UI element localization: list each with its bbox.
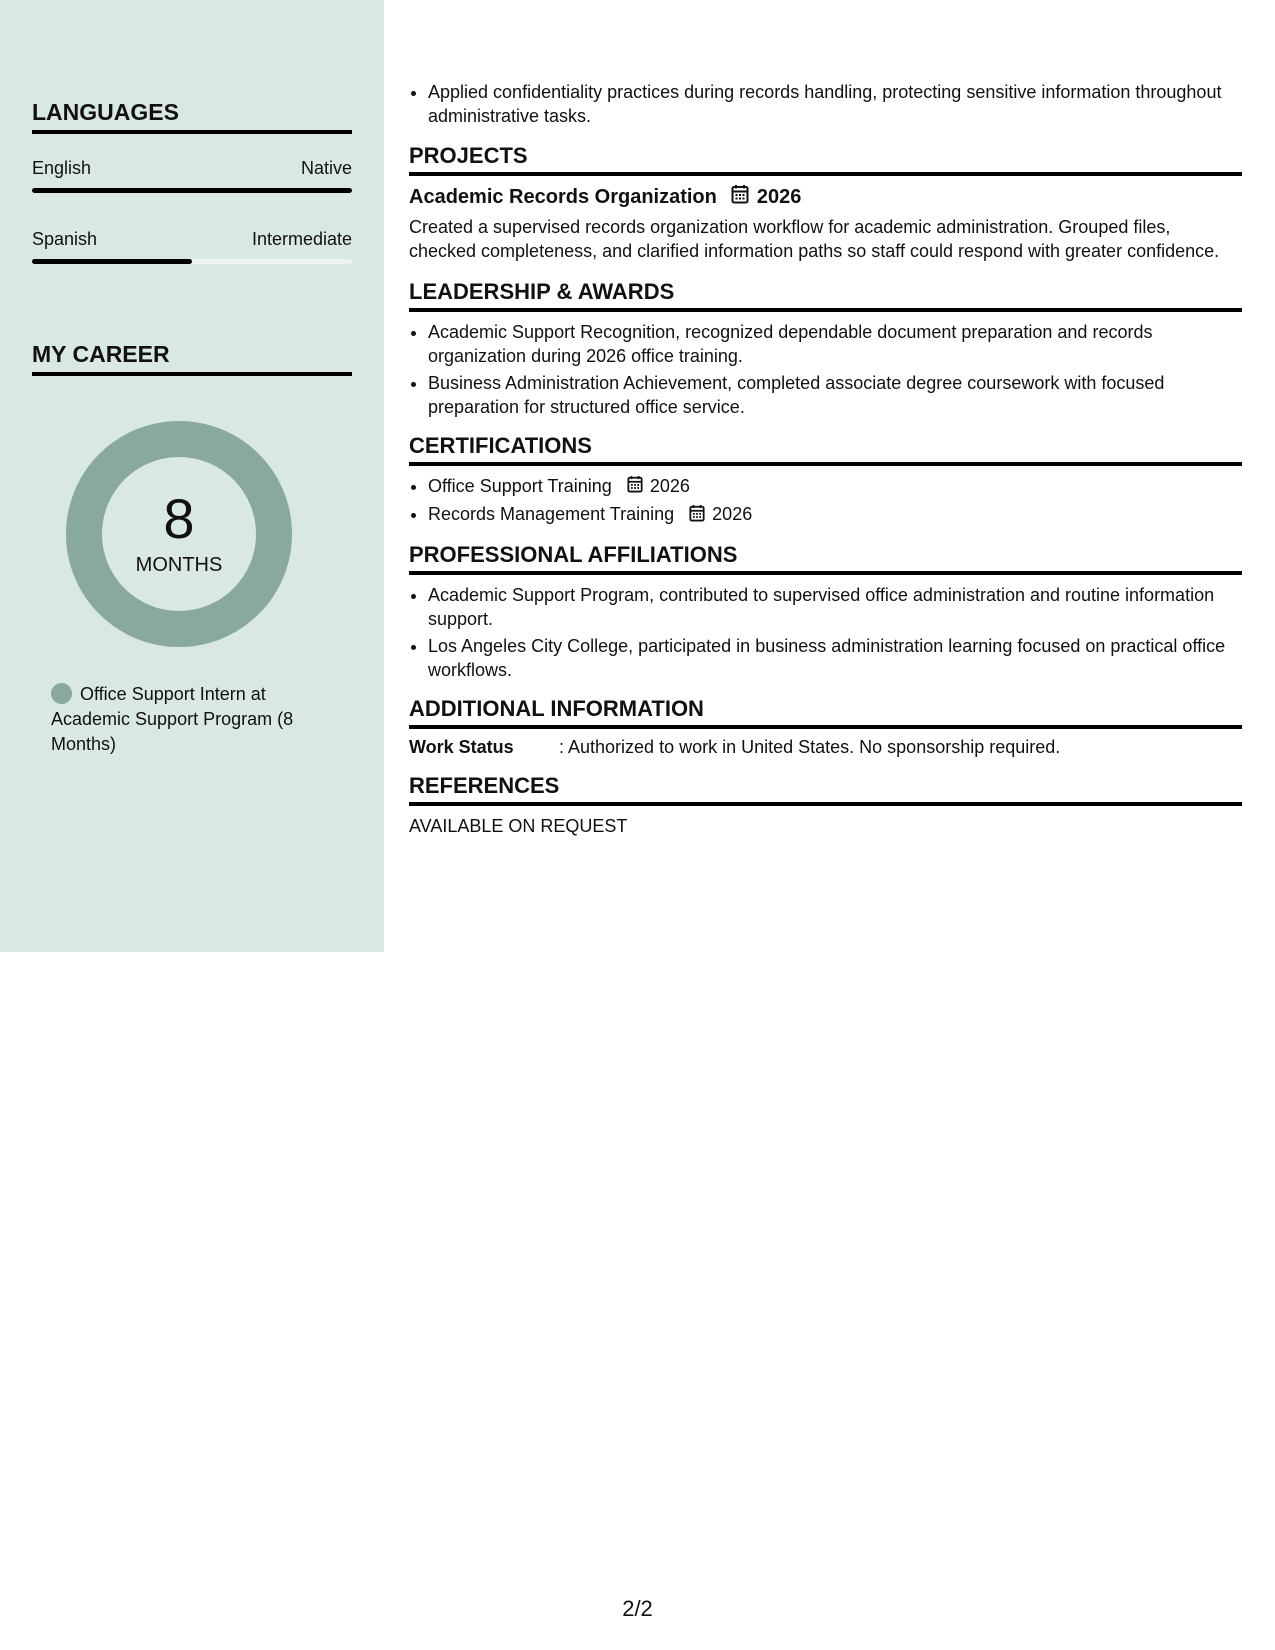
affiliations-list xyxy=(409,583,1242,682)
work-status-value: : Authorized to work in United States. No sponsorship required. xyxy=(559,736,1061,757)
career-heading: MY CAREER xyxy=(32,341,352,376)
page-number: 2/2 xyxy=(622,1596,653,1621)
references-section xyxy=(409,773,1242,838)
calendar-icon xyxy=(689,504,705,528)
list-item xyxy=(428,502,1242,527)
experience-bullets xyxy=(409,80,1242,128)
references-text: AVAILABLE ON REQUEST xyxy=(409,815,628,836)
career-months-value: 8 xyxy=(163,487,195,550)
additional-section xyxy=(409,696,1242,758)
leadership-list xyxy=(409,320,1242,419)
project-description: Created a supervised records organization workflow for academic administration. Grouped files, checked completeness, and clarified information paths so staff could respond with greater confidence. xyxy=(409,217,1220,261)
certification-name: Office Support Training xyxy=(428,476,612,496)
career-months-unit: MONTHS xyxy=(135,554,223,576)
languages-section xyxy=(32,99,352,264)
list-item: • Academic Support Recognition, recognized dependable document preparation and records organization during 2026 office training. xyxy=(428,320,1242,368)
language-bar-fill xyxy=(32,259,192,264)
language-item xyxy=(32,229,352,264)
affiliations-heading: PROFESSIONAL AFFILIATIONS xyxy=(409,542,1242,575)
calendar-icon xyxy=(627,475,643,499)
main-content xyxy=(409,80,1242,838)
projects-heading: PROJECTS xyxy=(409,143,1242,176)
career-entry xyxy=(51,682,341,757)
work-status-label: Work Status xyxy=(409,736,514,757)
career-section xyxy=(32,341,352,376)
language-item xyxy=(32,158,352,193)
certification-year: 2026 xyxy=(649,476,690,496)
certifications-heading: CERTIFICATIONS xyxy=(409,433,1242,466)
career-entry-text: Office Support Intern at Academic Support Program (8 Months) xyxy=(51,684,294,754)
language-bar xyxy=(32,259,352,264)
career-donut xyxy=(66,421,292,647)
language-name: Spanish xyxy=(32,229,98,249)
certification-name: Records Management Training xyxy=(428,504,675,525)
language-bar xyxy=(32,188,352,193)
project-title: Academic Records Organization xyxy=(409,185,717,208)
list-item xyxy=(428,474,1242,499)
project-title-row xyxy=(409,184,1242,210)
sidebar xyxy=(0,0,384,952)
list-item: • Business Administration Achievement, completed associate degree coursework with focused preparation for structured office service. xyxy=(428,371,1242,419)
list-item: • Academic Support Program, contributed to supervised office administration and routine information support. xyxy=(428,583,1242,631)
languages-heading: LANGUAGES xyxy=(32,99,352,134)
additional-heading: ADDITIONAL INFORMATION xyxy=(409,696,1242,729)
language-name: English xyxy=(32,158,92,178)
projects-section xyxy=(409,143,1242,263)
certifications-list xyxy=(409,474,1242,528)
leadership-section xyxy=(409,279,1242,419)
references-heading: REFERENCES xyxy=(409,773,1242,806)
dot-icon xyxy=(51,683,72,704)
list-item: • Applied confidentiality practices during records handling, protecting sensitive information throughout administrative tasks. xyxy=(428,80,1242,128)
work-status-row xyxy=(409,737,1242,758)
leadership-heading: LEADERSHIP & AWARDS xyxy=(409,279,1242,312)
language-bar-fill xyxy=(32,188,352,193)
language-level: Native xyxy=(300,158,352,178)
calendar-icon xyxy=(731,184,749,210)
language-level: Intermediate xyxy=(251,229,352,249)
certifications-section xyxy=(409,433,1242,528)
certification-year: 2026 xyxy=(712,504,753,525)
list-item: • Los Angeles City College, participated in business administration learning focused on practical office workflows. xyxy=(428,634,1242,682)
project-year: 2026 xyxy=(756,185,802,208)
affiliations-section xyxy=(409,542,1242,682)
